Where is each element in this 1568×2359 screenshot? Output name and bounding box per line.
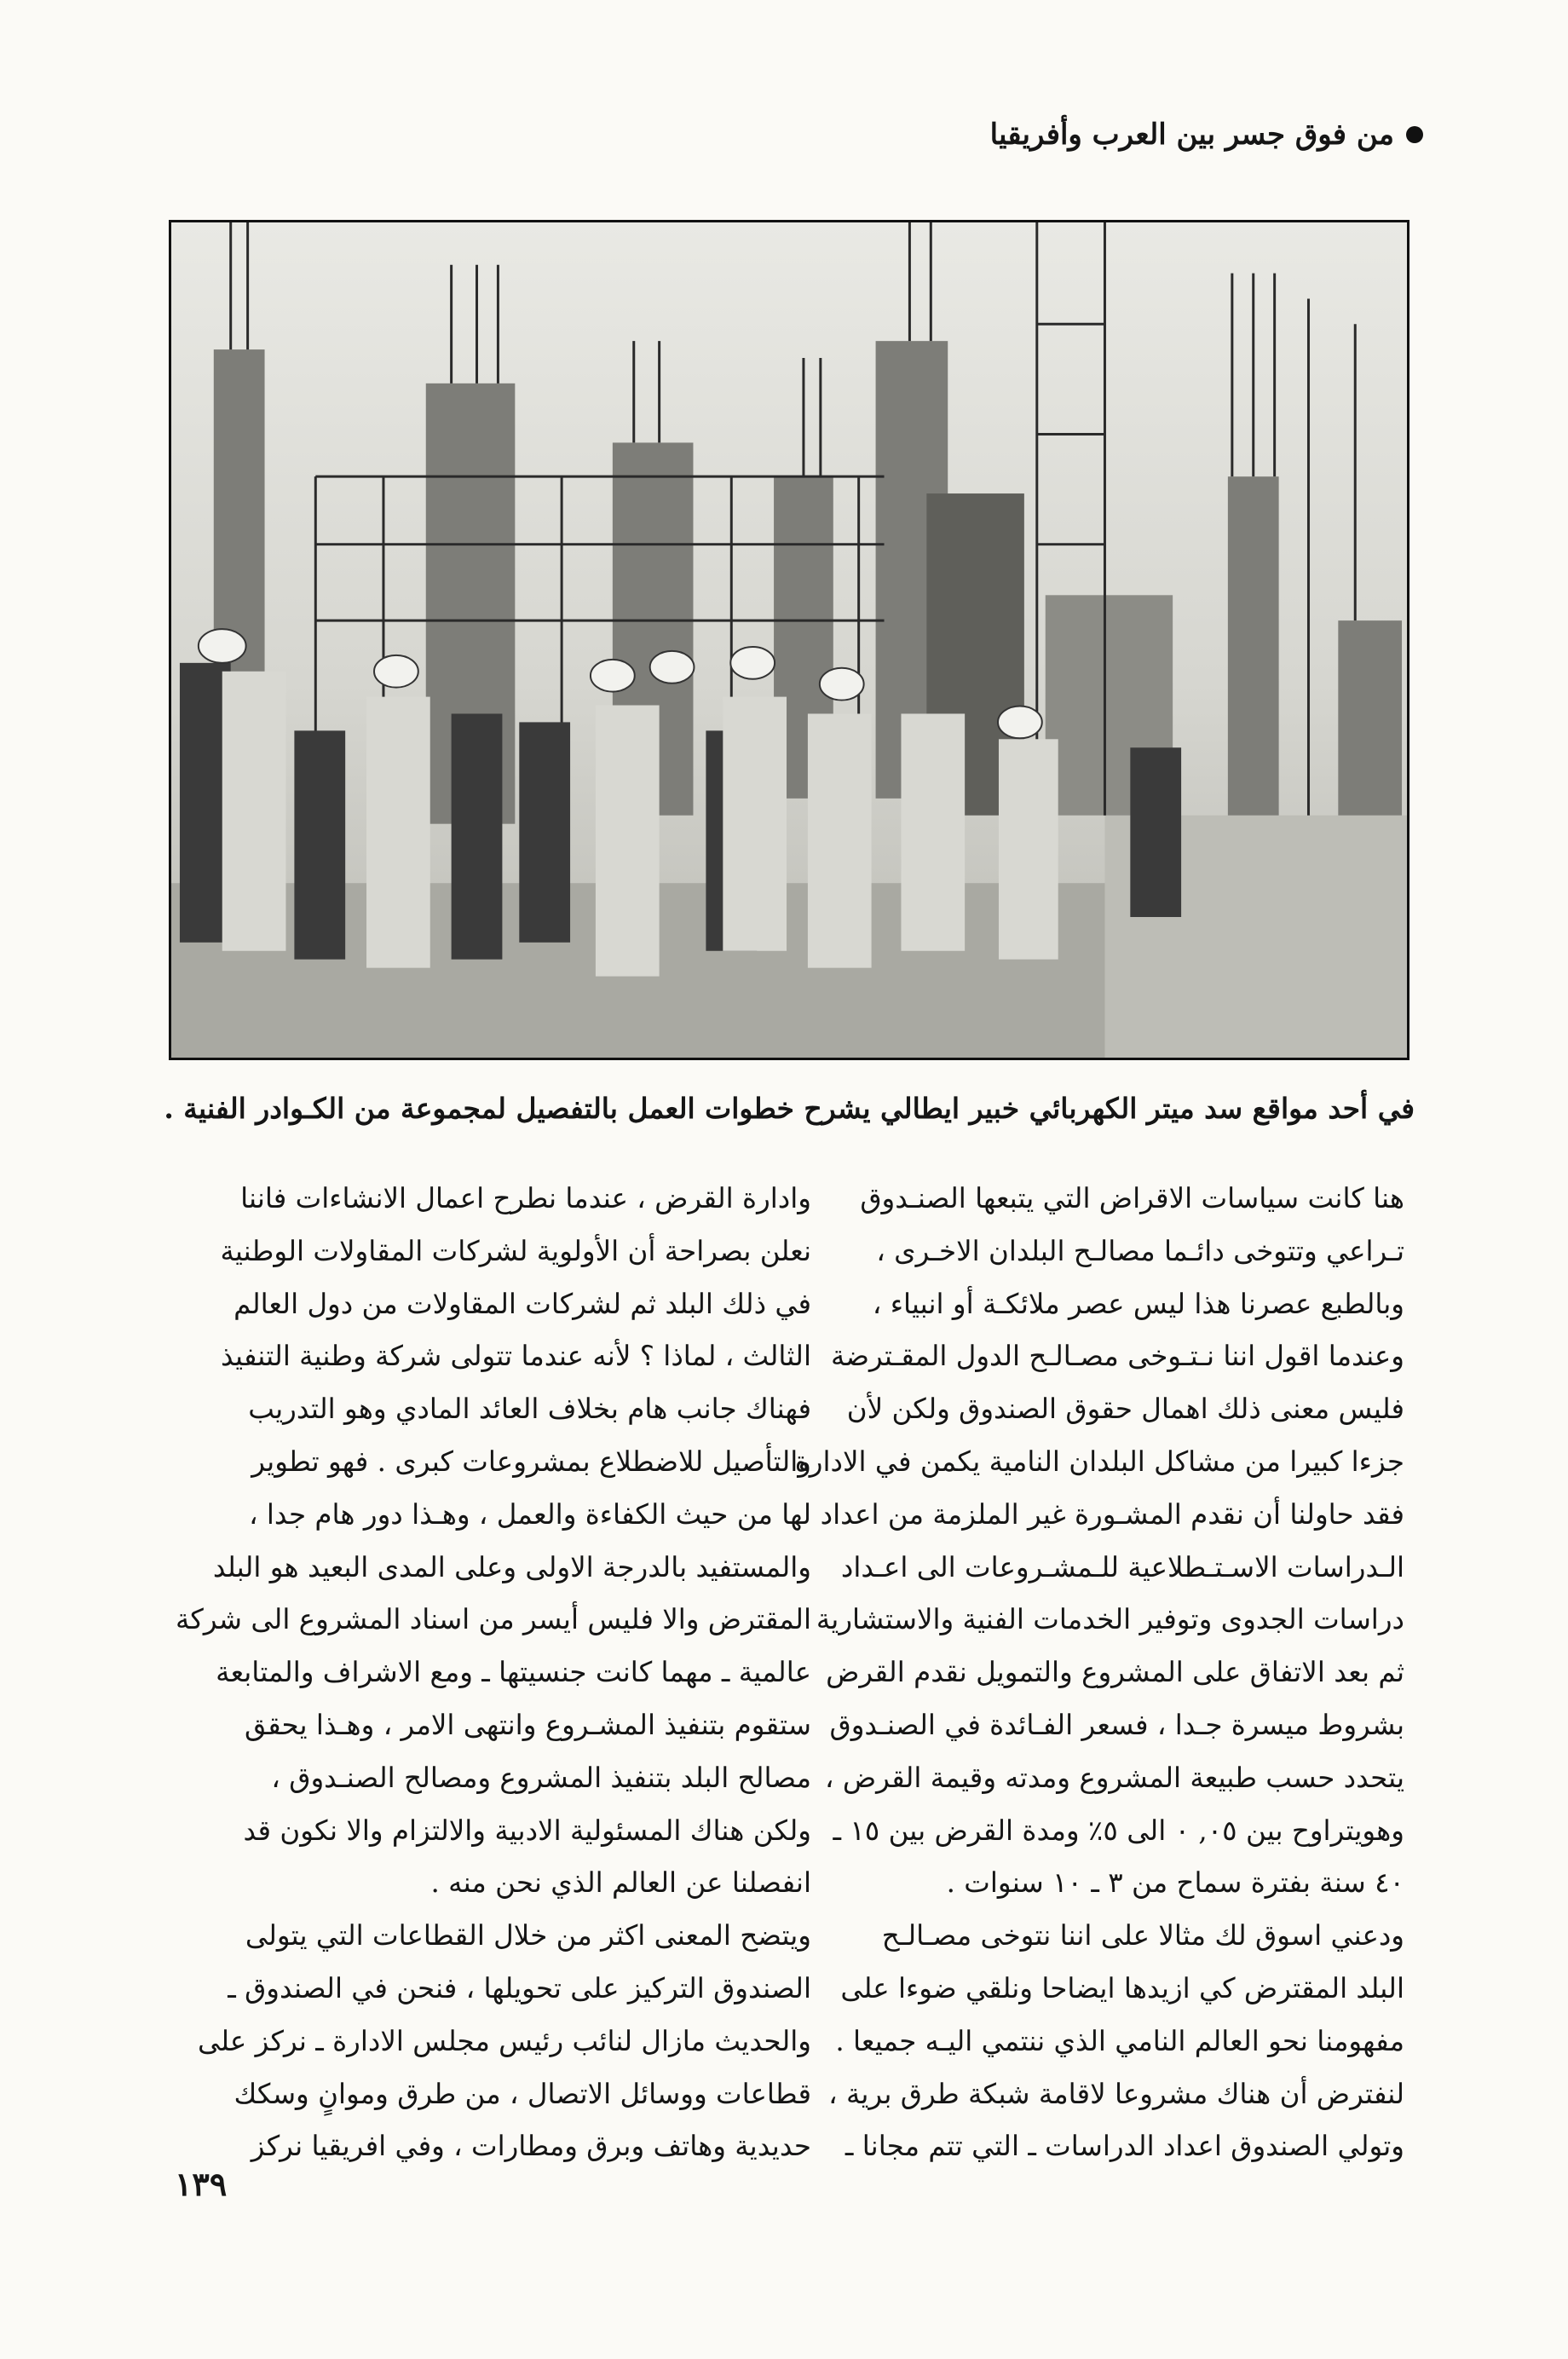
text-line: لنفترض أن هناك مشروعا لاقامة شبكة طرق برية ، xyxy=(828,2077,1404,2110)
construction-site-photo xyxy=(169,220,1409,1060)
text-line: فقد حاولنا أن نقدم المشـورة غير الملزمة من اعداد xyxy=(820,1497,1404,1531)
photo-caption: في أحد مواقع سد ميتر الكهربائي خبير ايطالي يشرح خطوات العمل بالتفصيل لمجموعة من الكـوادر الفنية . xyxy=(164,1092,1415,1125)
text-line: وهويتراوح بين ٠٥, ٠ الى ٥٪ ومدة القرض بين ١٥ ـ xyxy=(833,1814,1404,1847)
filled-circle-icon xyxy=(1406,126,1423,143)
text-line: الـدراسات الاسـتـطلاعية للـمشـروعات الى اعـداد xyxy=(840,1550,1404,1583)
text-line: هنا كانت سياسات الاقراض التي يتبعها الصنـدوق xyxy=(860,1182,1404,1214)
text-line: ولكن هناك المسئولية الادبية والالتزام والا نكون قد xyxy=(243,1814,811,1847)
text-line: وبالطبع عصرنا هذا ليس عصر ملائكـة أو انبياء ، xyxy=(872,1287,1404,1320)
text-line: وتولي الصندوق اعداد الدراسات ـ التي تتم مجانا ـ xyxy=(845,2130,1404,2163)
text-line: البلد المقترض كي ازيدها ايضاحا ونلقي ضوءا على xyxy=(840,1971,1404,2004)
text-line: وعندما اقول اننا نـتـوخى مصـالـح الدول المقـترضة xyxy=(830,1340,1404,1373)
text-line: دراسات الجدوى وتوفير الخدمات الفنية والاستشارية xyxy=(816,1603,1404,1636)
text-line: مفهومنا نحو العالم النامي الذي ننتمي اليـه جميعا . xyxy=(835,2024,1404,2057)
paragraph xyxy=(164,1910,811,2173)
text-column-right xyxy=(757,1173,1404,2173)
text-line: ستقوم بتنفيذ المشـروع وانتهى الامر ، وهـذا يحقق xyxy=(245,1708,811,1741)
running-header xyxy=(990,118,1423,152)
photo-illustration xyxy=(171,222,1407,1058)
text-line: والتأصيل للاضطلاع بمشروعات كبرى . فهو تطوير xyxy=(251,1445,811,1478)
text-line: ثم بعد الاتفاق على المشروع والتمويل نقدم القرض xyxy=(826,1656,1404,1689)
text-line: الصندوق التركيز على تحويلها ، فنحن في الصندوق ـ xyxy=(228,1971,811,2004)
text-line: والحديث مازال لنائب رئيس مجلس الادارة ـ نركز على xyxy=(198,2024,811,2057)
text-line: ويتضح المعنى اكثر من خلال القطاعات التي يتولى xyxy=(245,1919,811,1952)
text-column-left xyxy=(164,1173,811,2173)
text-line: حديدية وهاتف وبرق ومطارات ، وفي افريقيا نركز xyxy=(251,2130,811,2163)
page-number: ١٣٩ xyxy=(175,2165,228,2203)
text-line: والمستفيد بالدرجة الاولى وعلى المدى البعيد هو البلد xyxy=(212,1550,811,1583)
text-line: نعلن بصراحة أن الأولوية لشركات المقاولات الوطنية xyxy=(220,1234,811,1267)
paragraph xyxy=(164,1173,811,1910)
text-line: وادارة القرض ، عندما نطرح اعمال الانشاءات فاننا xyxy=(240,1182,811,1214)
text-line: جزءا كبيرا من مشاكل البلدان النامية يكمن في الادارة xyxy=(794,1445,1404,1478)
text-line: المقترض والا فليس أيسر من اسناد المشروع الى شركة xyxy=(175,1603,811,1636)
text-line: تـراعي وتتوخى دائـما مصالـح البلدان الاخـرى ، xyxy=(876,1234,1404,1267)
text-line: ودعني اسوق لك مثالا على اننا نتوخى مصـالـح xyxy=(881,1919,1404,1952)
text-line: فليس معنى ذلك اهمال حقوق الصندوق ولكن لأن xyxy=(846,1393,1404,1426)
text-line: ٤٠ سنة بفترة سماح من ٣ ـ ١٠ سنوات . xyxy=(946,1866,1404,1900)
text-line: مصالح البلد بتنفيذ المشروع ومصالح الصنـدوق ، xyxy=(271,1761,811,1794)
text-line: الثالث ، لماذا ؟ لأنه عندما تتولى شركة وطنية التنفيذ xyxy=(221,1340,811,1373)
text-line: فهناك جانب هام بخلاف العائد المادي وهو التدريب xyxy=(248,1393,811,1426)
text-line: يتحدد حسب طبيعة المشروع ومدته وقيمة القرض ، xyxy=(825,1761,1404,1794)
text-line: بشروط ميسرة جـدا ، فسعر الفـائدة في الصنـدوق xyxy=(829,1708,1404,1741)
text-line: قطاعات ووسائل الاتصال ، من طرق وموانٍ وسكك xyxy=(233,2077,811,2110)
text-line: عالمية ـ مهما كانت جنسيتها ـ ومع الاشراف والمتابعة xyxy=(216,1656,811,1689)
header-title: من فوق جسر بين العرب وأفريقيا xyxy=(989,118,1394,152)
paragraph xyxy=(757,1910,1404,2173)
text-line: انفصلنا عن العالم الذي نحن منه . xyxy=(430,1866,811,1900)
text-line: لها من حيث الكفاءة والعمل ، وهـذا دور هام جدا ، xyxy=(249,1497,811,1531)
paragraph xyxy=(757,1173,1404,1910)
text-line: في ذلك البلد ثم لشركات المقاولات من دول العالم xyxy=(233,1287,811,1320)
